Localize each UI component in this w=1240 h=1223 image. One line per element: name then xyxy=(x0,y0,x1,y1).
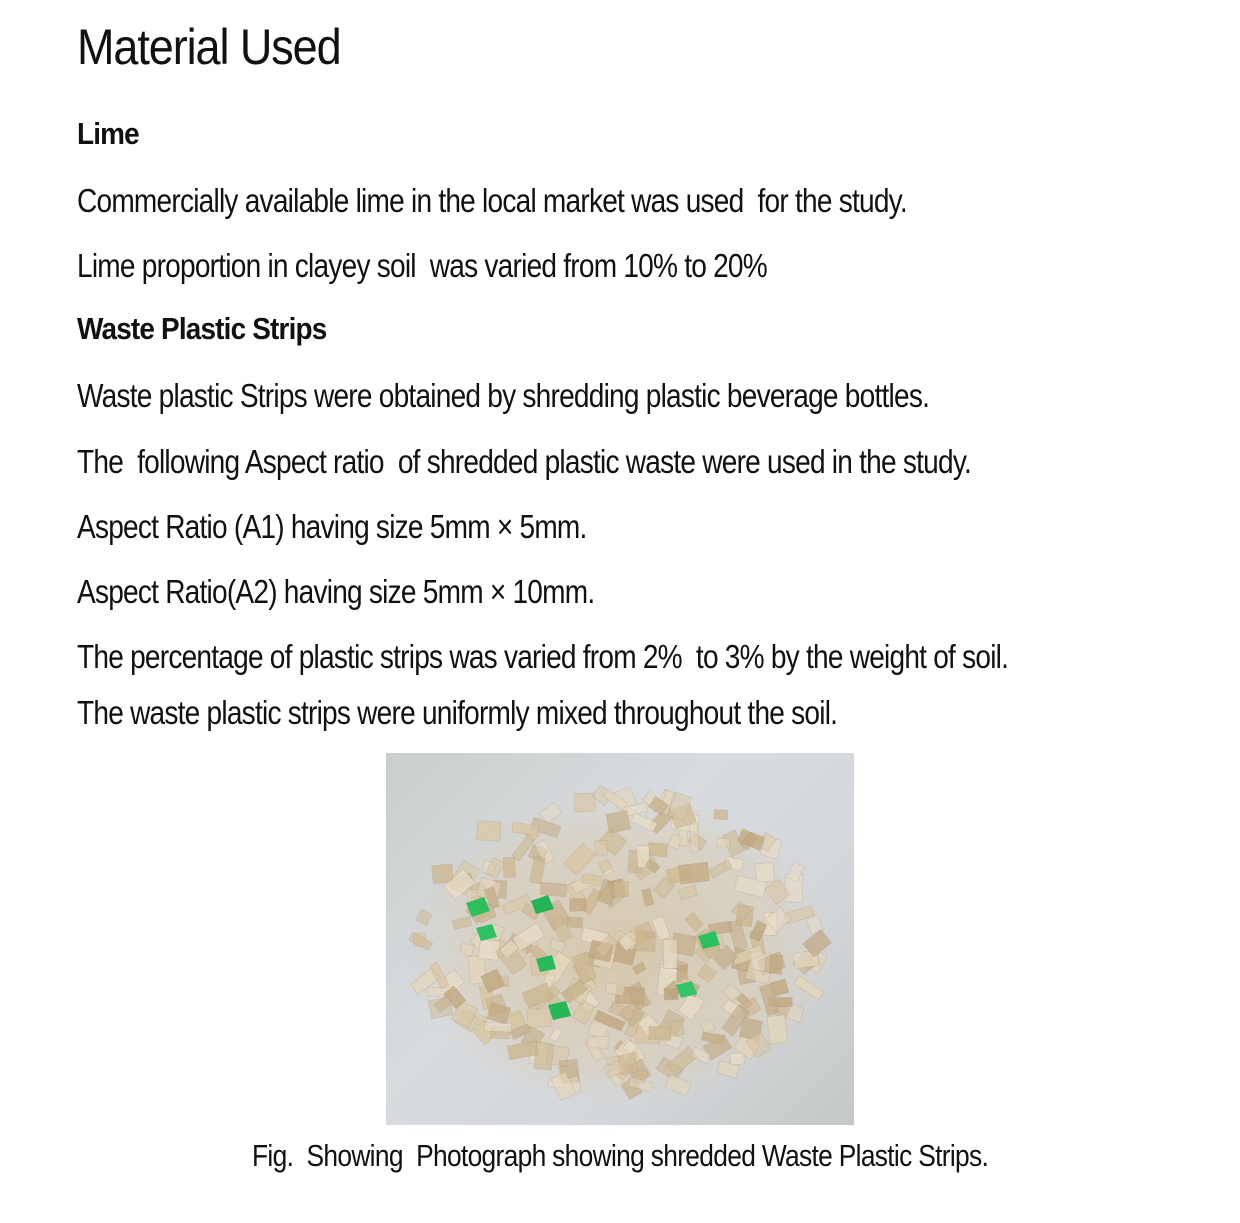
plastic-strip-piece xyxy=(527,1007,552,1027)
plastic-strip-piece xyxy=(730,1053,745,1065)
plastic-strip-piece xyxy=(478,939,499,960)
section-heading-lime: Lime xyxy=(77,116,139,151)
plastic-strip-piece xyxy=(716,838,729,847)
plastic-paragraph-3: Aspect Ratio (A1) having size 5mm × 5mm. xyxy=(77,508,587,545)
plastic-paragraph-4: Aspect Ratio(A2) having size 5mm × 10mm. xyxy=(77,573,595,610)
plastic-strip-piece xyxy=(689,824,699,853)
plastic-strip-piece xyxy=(648,843,668,857)
plastic-paragraph-6: The waste plastic strips were uniformly mixed throughout the soil. xyxy=(77,694,838,731)
plastic-strip-piece xyxy=(567,917,583,928)
plastic-strip-piece xyxy=(540,882,567,896)
section-heading-waste-plastic-strips: Waste Plastic Strips xyxy=(77,311,327,346)
plastic-strip-piece xyxy=(663,939,677,968)
plastic-strip-piece xyxy=(767,1015,788,1044)
plastic-strip-piece xyxy=(678,862,709,884)
plastic-strip-piece xyxy=(636,932,656,951)
plastic-strip-piece xyxy=(534,1042,554,1070)
plastic-strip-piece xyxy=(714,809,728,819)
shredded-plastic-photo xyxy=(386,753,854,1125)
plastic-strip-piece xyxy=(485,1022,512,1032)
plastic-paragraph-2: The following Aspect ratio of shredded plastic waste were used in the study. xyxy=(77,443,972,480)
plastic-strip-piece xyxy=(649,1027,672,1041)
shredded-plastic-strips-illustration xyxy=(386,753,854,1125)
plastic-strip-piece xyxy=(606,810,631,833)
plastic-strip-piece xyxy=(476,821,501,842)
plastic-strip-piece xyxy=(614,881,629,897)
page-title: Material Used xyxy=(77,19,341,75)
lime-paragraph-1: Commercially available lime in the local market was used for the study. xyxy=(77,182,907,219)
plastic-strip-piece xyxy=(755,862,774,882)
plastic-strip-piece xyxy=(588,1036,608,1048)
plastic-paragraph-5: The percentage of plastic strips was varied from 2% to 3% by the weight of soil. xyxy=(77,638,1009,675)
figure-caption: Fig. Showing Photograph showing shredded Waste Plastic Strips. xyxy=(252,1138,989,1173)
plastic-strip-piece xyxy=(595,840,607,855)
plastic-strip-piece xyxy=(569,898,586,911)
lime-paragraph-2: Lime proportion in clayey soil was varied from 10% to 20% xyxy=(77,247,767,284)
plastic-paragraph-1: Waste plastic Strips were obtained by shredding plastic beverage bottles. xyxy=(77,377,930,414)
plastic-strip-piece xyxy=(504,858,516,878)
